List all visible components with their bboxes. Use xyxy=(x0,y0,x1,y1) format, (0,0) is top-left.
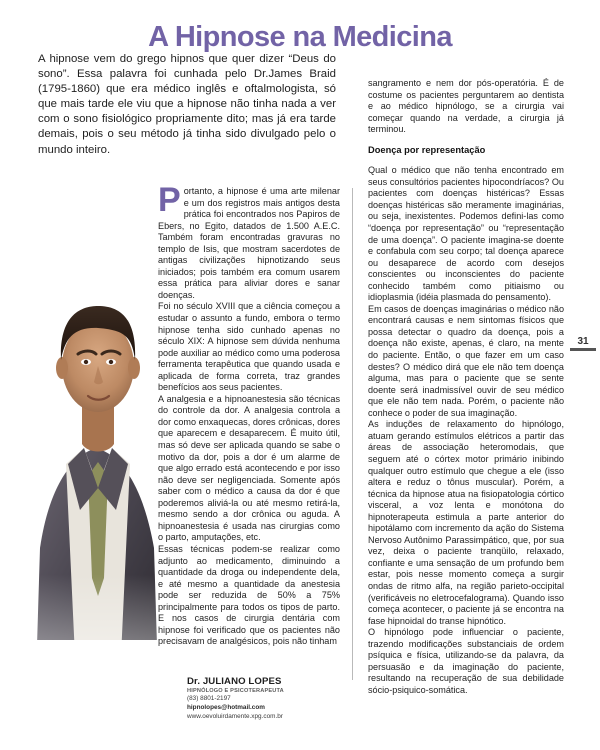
right-paragraph-1: sangramento e nem dor pós-operatória. É de costume os pacientes perguntarem ao dentista e ao médico hipnólogo, se a cirurgia vai começar quando na verdade, a cirurgia já terminou. xyxy=(368,78,564,135)
page-title: A Hipnose na Medicina xyxy=(148,21,452,54)
left-text-column xyxy=(158,181,340,648)
left-paragraph-4: Essas técnicas podem-se realizar como adjunto ao medicamento, diminuindo a quantidade da droga ou independente dela, e até mesmo a quantidade da anestesia pode ser reduzida de 50% a 75% principalmente para todos os tipos de parto. E nos casos de cirurgia dentária com hipnose foi verificado que os pacientes não precisavam de analgésicos, pois não tinham xyxy=(158,543,340,647)
author-portrait-photo xyxy=(34,248,162,678)
page-number-marker xyxy=(570,336,596,351)
left-paragraph-3: A analgesia e a hipnoanestesia são técnicas do controle da dor. A analgesia controla a dor como enxaquecas, dores crônicas, dores que aparecem e desaparecem. É muito útil, mas só deve ser aplicada quando se sabe o motivo da dor, pois a dor é um alarme de que algo errado está acontecendo e por isso não deve ser negligenciada. Somente após saber com o médico a causa da dor é que poderemos aliviá-la ou até mesmo retirá-la, mesmo sendo a dor crônica ou aguda. A hipnoanestesia é usada nas cirurgias como o parto, amputações, etc. xyxy=(158,393,340,543)
left-paragraph-2: Foi no século XVIII que a ciência começou a estudar o assunto a fundo, embora o termo hipnose tenha sido cunhado apenas no século XIX: A hipnose sem dúvida nenhuma pode auxiliar ao médico como uma poderosa ferramenta terapêutica que quando usada e aplicada de forma correta, traz grandes benefícios aos seus pacientes. xyxy=(158,301,340,393)
author-role: HIPNÓLOGO E PSICOTERAPEUTA xyxy=(187,688,284,694)
left-paragraph-1 xyxy=(158,181,340,301)
author-name: Dr. JULIANO LOPES xyxy=(187,676,282,687)
section-subheading: Doença por representação xyxy=(368,144,486,155)
intro-paragraph: A hipnose vem do grego hipnos que quer dizer “Deus do sono”. Essa palavra foi cunhada pelo Dr.James Braid (1795-1860) que era médico inglês e oftalmologista, só que mais tarde ele viu que a hipnose não tinha nada a ver com o sono fisiológico propriamente dito; mas já era tarde demais, pois o seu método já tinha sido divulgado pelo o mundo inteiro. xyxy=(38,53,336,156)
page-number: 31 xyxy=(577,336,589,347)
page-number-rule xyxy=(570,348,596,351)
right-text-column xyxy=(368,78,564,696)
right-paragraph-5: O hipnólogo pode influenciar o paciente, trazendo modificações substanciais de ordem psíquica e física, utilizando-se da palavra, da persuasão e da imaginação do paciente, resultando na recuperação de sua debilidade sócio-psiquico-somática. xyxy=(368,627,564,695)
left-paragraph-1-text: ortanto, a hipnose é uma arte milenar e um dos registros mais antigos desta prática foi encontrados nos Papiros de Ebers, no Egito, datados de 1.500 A.E.C. Também foram encontradas gravuras no templo de Isis, que mostram sacerdotes de antigas civilizações hipnotizando seus iniciados; pois também era comum usarem essa prática para aliviar dores e sanar doenças. xyxy=(158,186,340,300)
author-email[interactable]: hipnolopes@hotmail.com xyxy=(187,704,265,711)
drop-cap: P xyxy=(158,181,181,219)
author-website[interactable]: www.oevoluirdamente.xpg.com.br xyxy=(187,712,283,720)
column-divider xyxy=(352,188,353,680)
author-phone: (83) 8801-2197 xyxy=(187,695,231,703)
right-paragraph-3: Em casos de doenças imaginárias o médico não encontrará causas e nem sintomas físicos que possa detectar o quadro da doença, pois a doença não existe, apenas, é claro, na mente do paciente. Então, o que fazer em um caso destes? O médico dirá que ele não tem doença alguma, mas para o paciente que se sente doente será inadmissível ouvir de seu médico que ele não tem nada. Porém, o paciente não conhece o poder de sua imaginação. xyxy=(368,303,564,418)
right-paragraph-4: As induções de relaxamento do hipnólogo, atuam gerando estímulos elétricos a partir das áreas de associação heteromodais, que seguem até o córtex motor primário inibindo qualquer outro estímulo que chegue a ele (isso altera e reduz o tônus muscular). Porém, a técnica da hipnose atua na fisiopatologia córtico visceral, a voz lenta e monótona do hipnoterapeuta estimula a parte anterior do hipotálamo com incremento da ação do Sistema Nervoso Autônimo Parassimpático, que, por sua vez, deixa o paciente tranqüilo, relaxado, confiante e uma sensação de um profundo bem estar, pois nesse momento começa a surgir ondas de ritmo alfa, na região parieto-occipital (verificáveis no eletrocefalograma). Quando isso começa acontecer, o paciente já se encontra na fase hipnoidal do transe hipnótico. xyxy=(368,419,564,626)
right-paragraph-2: Qual o médico que não tenha encontrado em seus consultórios pacientes hipocondríacos? Ou pacientes com doenças histéricas? Essas doenças histéricas são meramente imaginárias, ou seja, inexistentes. Podemos defini-las como “doença por representação” ou “representação de uma doença”. O paciente imagina-se doente e confabula com seu corpo; tal doença aparece ou desaparece de acordo com desejos conscientes ou inconscientes do paciente conhecido também como pitiaismo ou idioplasmia (idéia plasmada do pensamento). xyxy=(368,165,564,303)
author-contact-block xyxy=(187,676,387,721)
